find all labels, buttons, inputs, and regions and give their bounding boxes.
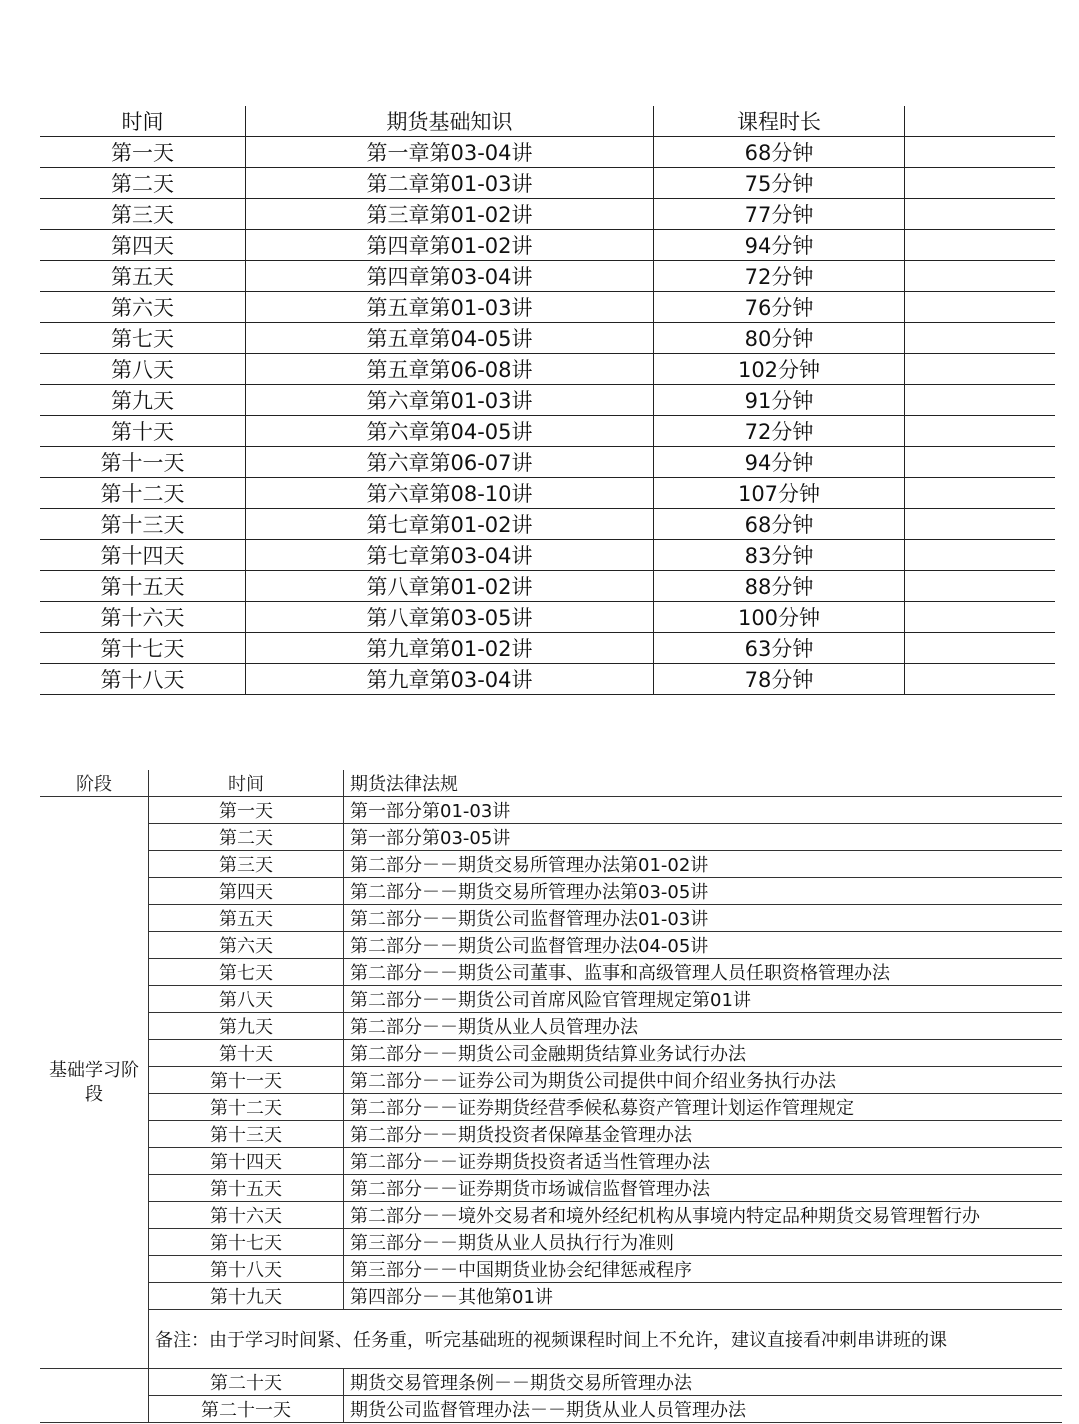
lesson-cell: 第四章第01-02讲 <box>246 230 654 261</box>
table-row <box>40 1256 1062 1283</box>
duration-cell: 68分钟 <box>654 509 905 540</box>
day-cell: 第七天 <box>149 959 344 986</box>
duration-cell: 68分钟 <box>654 137 905 168</box>
content-cell: 第二部分－－期货公司董事、监事和高级管理人员任职资格管理办法 <box>344 959 1063 986</box>
lesson-cell: 第七章第03-04讲 <box>246 540 654 571</box>
lesson-cell: 第八章第03-05讲 <box>246 602 654 633</box>
day-cell: 第十五天 <box>40 571 246 602</box>
day-cell: 第十六天 <box>40 602 246 633</box>
note-text: 备注：由于学习时间紧、任务重，听完基础班的视频课程时间上不允许，建议直接看冲刺串讲班的课 <box>149 1310 1063 1369</box>
duration-cell: 76分钟 <box>654 292 905 323</box>
day-cell: 第十八天 <box>149 1256 344 1283</box>
table-row <box>40 168 1055 199</box>
day-cell: 第四天 <box>149 878 344 905</box>
table-row <box>40 602 1055 633</box>
content-cell: 第一部分第03-05讲 <box>344 824 1063 851</box>
content-cell: 第二部分－－证券期货投资者适当性管理办法 <box>344 1148 1063 1175</box>
empty-cell <box>905 478 1056 509</box>
day-cell: 第八天 <box>149 986 344 1013</box>
empty-cell <box>905 664 1056 695</box>
empty-cell <box>905 633 1056 664</box>
table-row <box>40 1283 1062 1310</box>
content-cell: 第三部分－－中国期货业协会纪律惩戒程序 <box>344 1256 1063 1283</box>
stage-cell-empty <box>40 1396 149 1423</box>
day-cell: 第十四天 <box>149 1148 344 1175</box>
lesson-cell: 第六章第08-10讲 <box>246 478 654 509</box>
law-schedule-table <box>40 770 1062 1423</box>
table-row <box>40 416 1055 447</box>
table-row <box>40 540 1055 571</box>
table-row <box>40 932 1062 959</box>
day-cell: 第十天 <box>40 416 246 447</box>
lesson-cell: 第六章第04-05讲 <box>246 416 654 447</box>
duration-cell: 80分钟 <box>654 323 905 354</box>
table-row <box>40 199 1055 230</box>
day-cell: 第十一天 <box>40 447 246 478</box>
duration-cell: 78分钟 <box>654 664 905 695</box>
table-row <box>40 905 1062 932</box>
stage-cell-empty <box>40 1369 149 1396</box>
duration-cell: 88分钟 <box>654 571 905 602</box>
lesson-cell: 第五章第06-08讲 <box>246 354 654 385</box>
empty-cell <box>905 602 1056 633</box>
empty-cell <box>905 416 1056 447</box>
duration-cell: 107分钟 <box>654 478 905 509</box>
table-row <box>40 878 1062 905</box>
duration-cell: 72分钟 <box>654 261 905 292</box>
day-cell: 第二十一天 <box>149 1396 344 1423</box>
empty-cell <box>905 323 1056 354</box>
lesson-cell: 第五章第04-05讲 <box>246 323 654 354</box>
day-cell: 第八天 <box>40 354 246 385</box>
empty-cell <box>905 137 1056 168</box>
day-cell: 第一天 <box>40 137 246 168</box>
content-cell: 第二部分－－证券公司为期货公司提供中间介绍业务执行办法 <box>344 1067 1063 1094</box>
table-row <box>40 385 1055 416</box>
lesson-cell: 第三章第01-02讲 <box>246 199 654 230</box>
day-cell: 第七天 <box>40 323 246 354</box>
course-schedule-table <box>40 106 1055 695</box>
content-cell: 第二部分－－证券期货市场诚信监督管理办法 <box>344 1175 1063 1202</box>
day-cell: 第十三天 <box>149 1121 344 1148</box>
empty-cell <box>905 261 1056 292</box>
header-futures-basics: 期货基础知识 <box>246 106 654 137</box>
empty-cell <box>905 199 1056 230</box>
day-cell: 第五天 <box>149 905 344 932</box>
lesson-cell: 第六章第01-03讲 <box>246 385 654 416</box>
table-row <box>40 959 1062 986</box>
note-row <box>40 1310 1062 1369</box>
table-row <box>40 137 1055 168</box>
day-cell: 第九天 <box>40 385 246 416</box>
content-cell: 期货交易管理条例－－期货交易所管理办法 <box>344 1369 1063 1396</box>
lesson-cell: 第五章第01-03讲 <box>246 292 654 323</box>
day-cell: 第十二天 <box>40 478 246 509</box>
stage-cell: 基础学习阶段 <box>40 797 149 1369</box>
table-row <box>40 1229 1062 1256</box>
table-row <box>40 571 1055 602</box>
duration-cell: 100分钟 <box>654 602 905 633</box>
content-cell: 第三部分－－期货从业人员执行行为准则 <box>344 1229 1063 1256</box>
day-cell: 第十八天 <box>40 664 246 695</box>
content-cell: 第一部分第01-03讲 <box>344 797 1063 824</box>
day-cell: 第十九天 <box>149 1283 344 1310</box>
day-cell: 第六天 <box>149 932 344 959</box>
day-cell: 第三天 <box>40 199 246 230</box>
table-row <box>40 354 1055 385</box>
duration-cell: 91分钟 <box>654 385 905 416</box>
table-row <box>40 447 1055 478</box>
content-cell: 第二部分－－期货公司监督管理办法01-03讲 <box>344 905 1063 932</box>
table-row <box>40 1067 1062 1094</box>
day-cell: 第二天 <box>149 824 344 851</box>
duration-cell: 63分钟 <box>654 633 905 664</box>
empty-cell <box>905 354 1056 385</box>
table-row <box>40 1013 1062 1040</box>
lesson-cell: 第八章第01-02讲 <box>246 571 654 602</box>
empty-cell <box>905 571 1056 602</box>
duration-cell: 77分钟 <box>654 199 905 230</box>
header-time: 时间 <box>149 770 344 797</box>
content-cell: 第二部分－－期货交易所管理办法第03-05讲 <box>344 878 1063 905</box>
table-row <box>40 1148 1062 1175</box>
table-row <box>40 1369 1062 1396</box>
lesson-cell: 第九章第03-04讲 <box>246 664 654 695</box>
day-cell: 第十三天 <box>40 509 246 540</box>
lesson-cell: 第四章第03-04讲 <box>246 261 654 292</box>
table-row <box>40 509 1055 540</box>
duration-cell: 83分钟 <box>654 540 905 571</box>
day-cell: 第六天 <box>40 292 246 323</box>
empty-cell <box>905 385 1056 416</box>
day-cell: 第十二天 <box>149 1094 344 1121</box>
duration-cell: 102分钟 <box>654 354 905 385</box>
empty-cell <box>905 509 1056 540</box>
header-time: 时间 <box>40 106 246 137</box>
table-header-row <box>40 770 1062 797</box>
day-cell: 第三天 <box>149 851 344 878</box>
header-duration: 课程时长 <box>654 106 905 137</box>
empty-cell <box>905 230 1056 261</box>
lesson-cell: 第七章第01-02讲 <box>246 509 654 540</box>
day-cell: 第十五天 <box>149 1175 344 1202</box>
table-row <box>40 1040 1062 1067</box>
table-row <box>40 797 1062 824</box>
table-row <box>40 478 1055 509</box>
table-row <box>40 1202 1062 1229</box>
day-cell: 第十七天 <box>149 1229 344 1256</box>
day-cell: 第四天 <box>40 230 246 261</box>
day-cell: 第二天 <box>40 168 246 199</box>
content-cell: 第二部分－－期货公司监督管理办法04-05讲 <box>344 932 1063 959</box>
lesson-cell: 第九章第01-02讲 <box>246 633 654 664</box>
lesson-cell: 第二章第01-03讲 <box>246 168 654 199</box>
empty-cell <box>905 292 1056 323</box>
content-cell: 第二部分－－境外交易者和境外经纪机构从事境内特定品种期货交易管理暂行办 <box>344 1202 1063 1229</box>
table-header-row <box>40 106 1055 137</box>
table-row <box>40 230 1055 261</box>
header-empty <box>905 106 1056 137</box>
header-futures-law: 期货法律法规 <box>344 770 1063 797</box>
duration-cell: 75分钟 <box>654 168 905 199</box>
empty-cell <box>905 540 1056 571</box>
lesson-cell: 第六章第06-07讲 <box>246 447 654 478</box>
table-row <box>40 1175 1062 1202</box>
day-cell: 第十六天 <box>149 1202 344 1229</box>
duration-cell: 94分钟 <box>654 230 905 261</box>
content-cell: 第二部分－－期货公司首席风险官管理规定第01讲 <box>344 986 1063 1013</box>
table-row <box>40 261 1055 292</box>
day-cell: 第九天 <box>149 1013 344 1040</box>
empty-cell <box>905 447 1056 478</box>
content-cell: 第二部分－－期货投资者保障基金管理办法 <box>344 1121 1063 1148</box>
table-row <box>40 1396 1062 1423</box>
empty-cell <box>905 168 1056 199</box>
table-row <box>40 1094 1062 1121</box>
table-row <box>40 986 1062 1013</box>
content-cell: 第二部分－－期货交易所管理办法第01-02讲 <box>344 851 1063 878</box>
table-row <box>40 323 1055 354</box>
day-cell: 第十一天 <box>149 1067 344 1094</box>
lesson-cell: 第一章第03-04讲 <box>246 137 654 168</box>
table-row <box>40 851 1062 878</box>
content-cell: 期货公司监督管理办法－－期货从业人员管理办法 <box>344 1396 1063 1423</box>
table-row <box>40 824 1062 851</box>
table-row <box>40 1121 1062 1148</box>
duration-cell: 72分钟 <box>654 416 905 447</box>
day-cell: 第一天 <box>149 797 344 824</box>
content-cell: 第二部分－－期货从业人员管理办法 <box>344 1013 1063 1040</box>
duration-cell: 94分钟 <box>654 447 905 478</box>
day-cell: 第十七天 <box>40 633 246 664</box>
day-cell: 第二十天 <box>149 1369 344 1396</box>
day-cell: 第五天 <box>40 261 246 292</box>
table-row <box>40 292 1055 323</box>
day-cell: 第十天 <box>149 1040 344 1067</box>
table-row <box>40 633 1055 664</box>
content-cell: 第二部分－－证券期货经营季候私募资产管理计划运作管理规定 <box>344 1094 1063 1121</box>
table-row <box>40 664 1055 695</box>
content-cell: 第二部分－－期货公司金融期货结算业务试行办法 <box>344 1040 1063 1067</box>
day-cell: 第十四天 <box>40 540 246 571</box>
content-cell: 第四部分－－其他第01讲 <box>344 1283 1063 1310</box>
header-stage: 阶段 <box>40 770 149 797</box>
